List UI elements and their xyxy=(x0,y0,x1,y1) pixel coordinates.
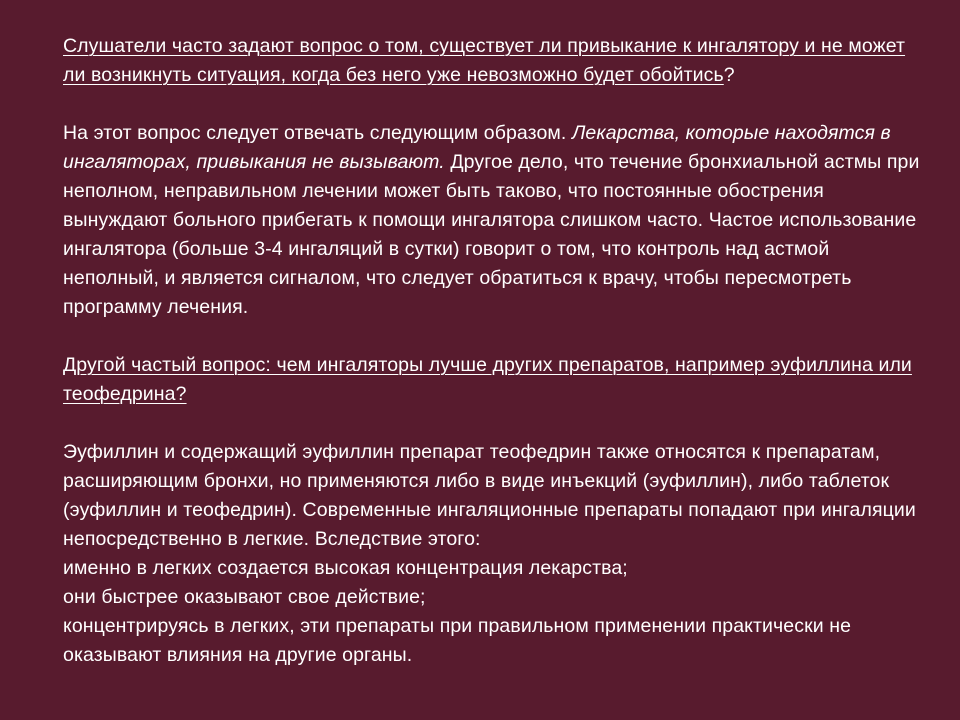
answer-2-text: Эуфиллин и содержащий эуфиллин препарат теофедрин также относятся к препаратам, расширяющим бронхи, но применяются либо в виде инъекций (эуфиллин), либо таблеток (эуфиллин и теофедрин). Современные ингаляционные препараты попадают при ингаляции непосредственно в легкие. Вследствие этого: xyxy=(63,441,916,550)
slide-text-body xyxy=(63,32,923,670)
paragraph-gap xyxy=(63,409,923,438)
answer-1-italic: Лекарства, которые находятся в ингаляторах, привыкания не вызывают. xyxy=(63,122,891,173)
paragraph-gap xyxy=(63,90,923,119)
answer-2 xyxy=(63,438,923,554)
question-1-underlined: Слушатели часто задают вопрос о том, существует ли привыкание к ингалятору и не может ли возникнуть ситуация, когда без него уже невозможно будет обойтись xyxy=(63,35,906,86)
answer-1 xyxy=(63,119,923,322)
question-1 xyxy=(63,32,923,90)
answer-2-item-3 xyxy=(63,612,923,670)
answer-1-lead: На этот вопрос следует отвечать следующим образом. xyxy=(63,122,572,144)
question-1-tail: ? xyxy=(723,64,735,86)
answer-2-item-1 xyxy=(63,554,923,583)
answer-2-item-text: они быстрее оказывают свое действие; xyxy=(63,586,426,608)
question-2 xyxy=(63,351,923,409)
answer-2-item-text: именно в легких создается высокая концентрация лекарства; xyxy=(63,557,628,579)
answer-1-rest: Другое дело, что течение бронхиальной астмы при неполном, неправильном лечении может быть таково, что постоянные обострения вынуждают больного прибегать к помощи ингалятора слишком часто. Частое использование ингалятора (больше 3-4 ингаляций в сутки) говорит о том, что контроль над астмой неполный, и является сигналом, что следует обратиться к врачу, чтобы пересмотреть программу лечения. xyxy=(63,151,920,318)
question-2-underlined: Другой частый вопрос: чем ингаляторы лучше других препаратов, например эуфиллина или теофедрина? xyxy=(63,354,912,405)
answer-2-item-text: концентрируясь в легких, эти препараты при правильном применении практически не оказывают влияния на другие органы. xyxy=(63,615,852,666)
answer-2-item-2 xyxy=(63,583,923,612)
paragraph-gap xyxy=(63,322,923,351)
